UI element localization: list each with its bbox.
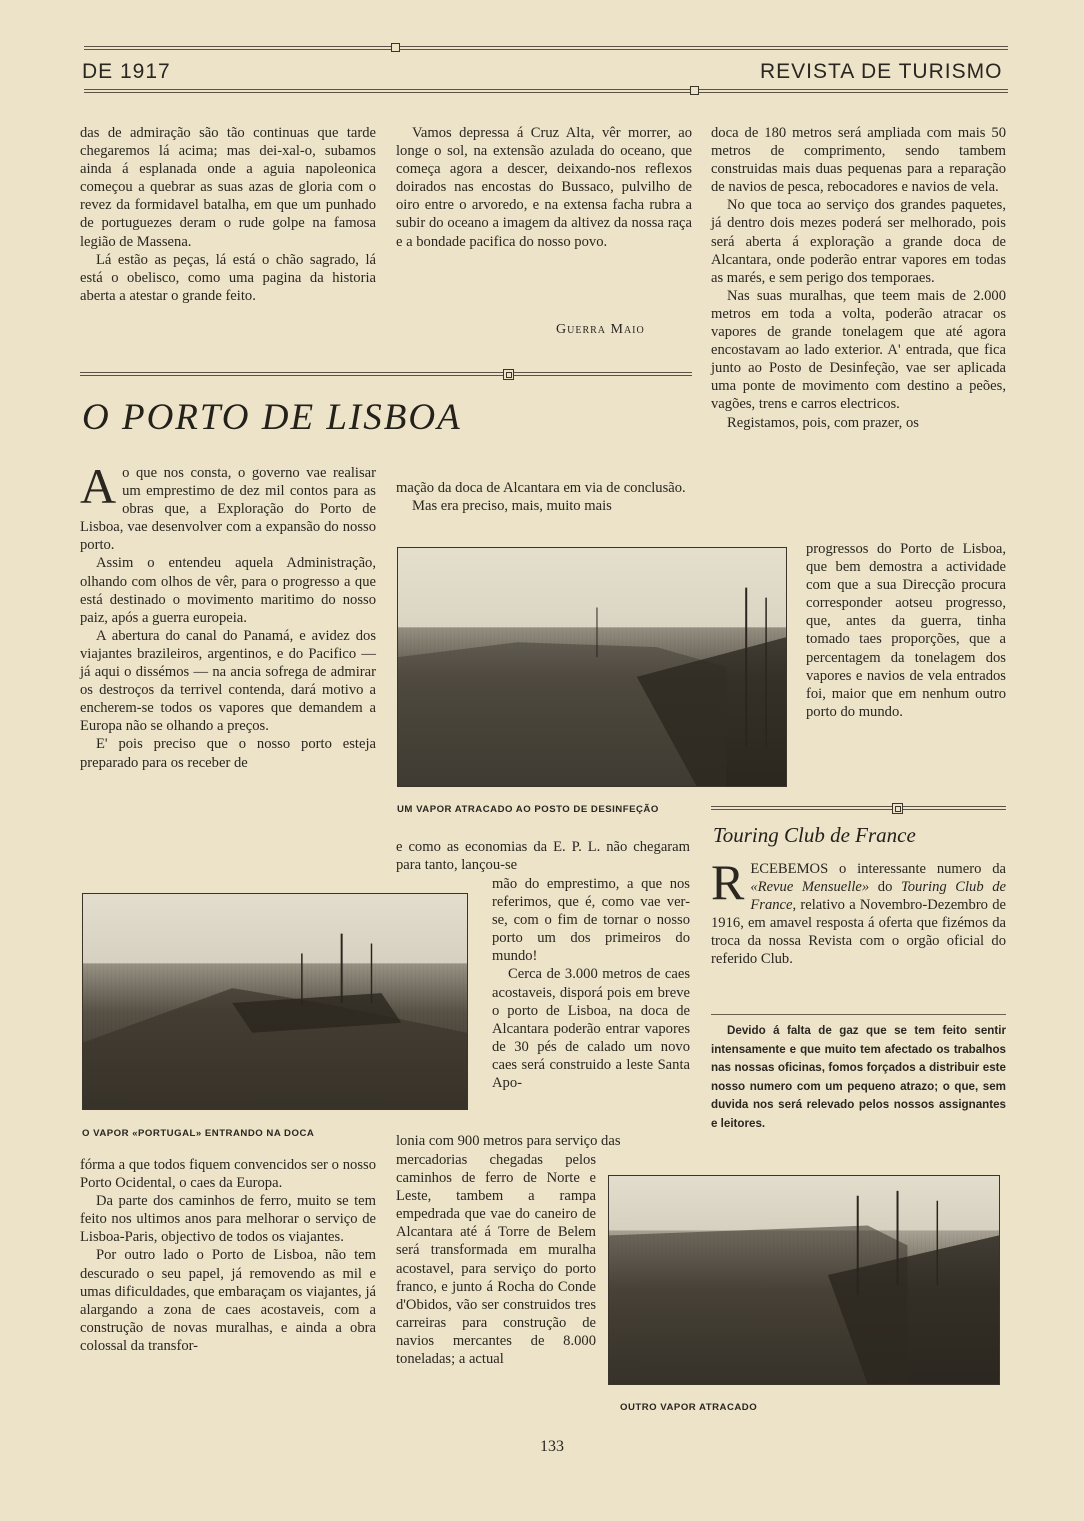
article-col2-wrap <box>492 875 690 1092</box>
paragraph: mercadorias chegadas pelos caminhos de ferro de Norte e Leste, tambem a rampa empedrada que vae do caneiro de Alcantara até á Torre de Belem será transformada em muralha acostavel, para serviço do porto franco, e junto á Rocha do Conde d'Obidos, vão ser construidos tres carreiras para construção de navios mercantes de 8.000 toneladas; a actual <box>396 1152 596 1368</box>
notice-box <box>711 1022 1006 1134</box>
touring-text-mid: do <box>869 879 901 896</box>
dropcap: R <box>711 854 745 910</box>
photo-drawing <box>83 894 467 1109</box>
touring-text-end: , relativo a Novembro-Dezembro de 1916, em amavel resposta á oferta que fizémos da troca da nossa Revista com o orgão oficial do referido Club. <box>711 897 1006 968</box>
rule-ornament <box>690 86 699 95</box>
caption-photo2: O VAPOR «PORTUGAL» ENTRANDO NA DOCA <box>82 1128 315 1139</box>
paragraph: E' pois preciso que o nosso porto esteja preparado para os receber de <box>80 736 376 771</box>
notice-rule <box>711 1014 1006 1015</box>
paragraph: Cerca de 3.000 metros de caes acostaveis, disporá pois em breve o porto de Lisboa, na doca de Alcantara poderão entrar vapores de 30 pés de calado um novo caes será construido a leste Santa Apo- <box>492 966 690 1092</box>
signature: Guerra Maio <box>556 322 645 337</box>
photo-posto-desinfecao <box>397 547 787 787</box>
photo-drawing <box>398 548 786 786</box>
notice-text: Devido á falta de gaz que se tem feito sentir intensamente e que muito tem afectado os trabalhos nas nossas oficinas, fomos forçados a distribuir este nosso numero com um pequeno atrazo; o que, sem duvida nos será relevado pelos nossos assignantes e leitores. <box>711 1024 1006 1130</box>
touring-text-start: ECEBEMOS o interessante numero da <box>750 861 1006 877</box>
paragraph: lonia com 900 metros para serviço das <box>396 1133 621 1149</box>
article-rule <box>80 372 692 376</box>
header-right: REVISTA DE TURISMO <box>760 60 1003 83</box>
touring-title: Touring Club de France <box>713 823 916 847</box>
col3-text <box>711 124 1006 432</box>
article-col2-bottom <box>396 1151 596 1368</box>
paragraph: A abertura do canal do Panamá, e avidez dos viajantes brazileiros, argentinos, e do Pacifico — já aqui o dissémos — na ancia sofrega de admirar os destroços da terrivel contenda, dará motivo a encherem-se todos os vapores que demandem a Europa não se olhando a preços. <box>80 627 376 735</box>
photo-outro-vapor <box>608 1175 1000 1385</box>
paragraph: Mas era preciso, mais, muito mais <box>412 498 612 515</box>
caption-photo1: UM VAPOR ATRACADO AO POSTO DE DESINFEÇÃO <box>397 804 659 815</box>
paragraph: No que toca ao serviço dos grandes paquetes, já dentro dois mezes poderá ser melhorado, pois será aberta á exploração a grande doca de Alcantara, onde poderão entrar vapores em todas as marés, e sem perigo dos temporaes. <box>711 197 1006 286</box>
paragraph: mação da doca de Alcantara em via de conclusão. <box>396 480 686 496</box>
article-col2-line <box>396 1132 690 1150</box>
touring-club-name: Touring Club de France <box>750 879 1007 914</box>
paragraph: progressos do Porto de Lisboa, que bem demostra a actividade com que a sua Direcção procura corresponder aotseu progresso, que, antes da guerra, tinha tomado taes proporções, que a percentagem da tonelagem dos vapores e navios de vela entrados foi, maior que em nenhum outro porto do mundo. <box>806 541 1006 720</box>
paragraph: Nas suas muralhas, que teem mais de 2.000 metros em toda a volta, poderão atracar os vapores de grande tonelagem que até agora encostavam ao lado exterior. A' entrada, que fica junto ao Posto de Desinfeção, vae ser aplicada uma ponte de movimento com destino a peões, vagões, trens e carros electricos. <box>711 287 1006 413</box>
paragraph: Vamos depressa á Cruz Alta, vêr morrer, ao longe o sol, na extensão azulada do oceano, que começa agora a descer, deixando-nos reflexos doirados nas encostas do Bussaco, pulvilho de oiro entre o arvoredo, e na extensa facha rubra a subir do oceano a imagem da altivez da nossa raça e a bondade pacifica do nosso povo. <box>396 125 692 250</box>
article-col2 <box>396 479 690 515</box>
paragraph: Lá estão as peças, lá está o chão sagrado, lá está o obelisco, como uma pagina da historia aberta a atestar o grande feito. <box>80 251 376 304</box>
paragraph: Assim o entendeu aquela Administração, olhando com olhos de vêr, para o progresso a que está destinado o movimento maritimo do nosso paiz, após a guerra europeia. <box>80 555 376 626</box>
touring-revue: «Revue Mensuelle» <box>750 879 870 896</box>
paragraph: doca de 180 metros será ampliada com mais 50 metros de comprimento, sendo tambem construidas mais duas pequenas para a reparação de navios de pesca, rebocadores e navios de vela. <box>711 125 1006 196</box>
header-left: DE 1917 <box>82 60 171 83</box>
header-bottom-rule <box>84 89 1008 93</box>
col1-top-text <box>80 124 376 305</box>
col2-top-text <box>396 124 692 251</box>
article-col2-cont <box>396 838 690 874</box>
touring-text <box>711 854 1007 969</box>
touring-rule <box>711 806 1006 810</box>
paragraph-text: o que nos consta, o governo vae realisar um emprestimo de dez mil contos para as obras que, a Exploração do Porto de Lisboa, vae desenvolver com a expansão do nosso porto. <box>80 465 376 554</box>
page-number: 133 <box>540 1438 564 1455</box>
header-top-rule <box>84 46 1008 50</box>
paragraph: Registamos, pois, com prazer, os <box>727 414 919 431</box>
caption-photo3: OUTRO VAPOR ATRACADO <box>620 1402 758 1413</box>
paragraph: mão do emprestimo, a que nos referimos, que é, como vae ver-se, com o fim de tornar o nosso porto um dos primeiros do mundo! <box>492 876 690 965</box>
col3-wrap-text <box>806 540 1006 721</box>
photo-drawing <box>609 1176 999 1384</box>
rule-ornament <box>391 43 400 52</box>
article-title: O PORTO DE LISBOA <box>82 397 462 438</box>
paragraph: Da parte dos caminhos de ferro, muito se tem feito nos ultimos anos para melhorar o serviço de Lisboa-Paris, objectivo de todos os viajantes. <box>80 1193 376 1246</box>
article-col1-cont <box>80 1156 376 1355</box>
paragraph: Por outro lado o Porto de Lisboa, não tem descurado o seu papel, já removendo as mil e umas dificuldades, que embaraçam os viajantes, já alargando a zona de caes acostaveis, com a construção de novas muralhas, e ainda a obra colossal da transfor- <box>80 1247 376 1354</box>
article-col1 <box>80 458 376 772</box>
dropcap: A <box>80 458 117 514</box>
paragraph: e como as economias da E. P. L. não chegaram para tanto, lançou-se <box>396 839 690 874</box>
photo-vapor-portugal <box>82 893 468 1110</box>
paragraph: fórma a que todos fiquem convencidos ser o nosso Porto Ocidental, o caes da Europa. <box>80 1157 376 1192</box>
rule-ornament <box>503 369 514 380</box>
rule-ornament <box>892 803 903 814</box>
paragraph: das de admiração são tão continuas que tarde chegaremos lá acima; mas dei-xal-o, subamos ainda á esplanada onde a aguia napoleonica começou a quebrar as suas azas de gloria com o revez da formidavel batalha, em que um punhado de portuguezes deram o rude golpe na famosa legião de Massena. <box>80 125 376 250</box>
